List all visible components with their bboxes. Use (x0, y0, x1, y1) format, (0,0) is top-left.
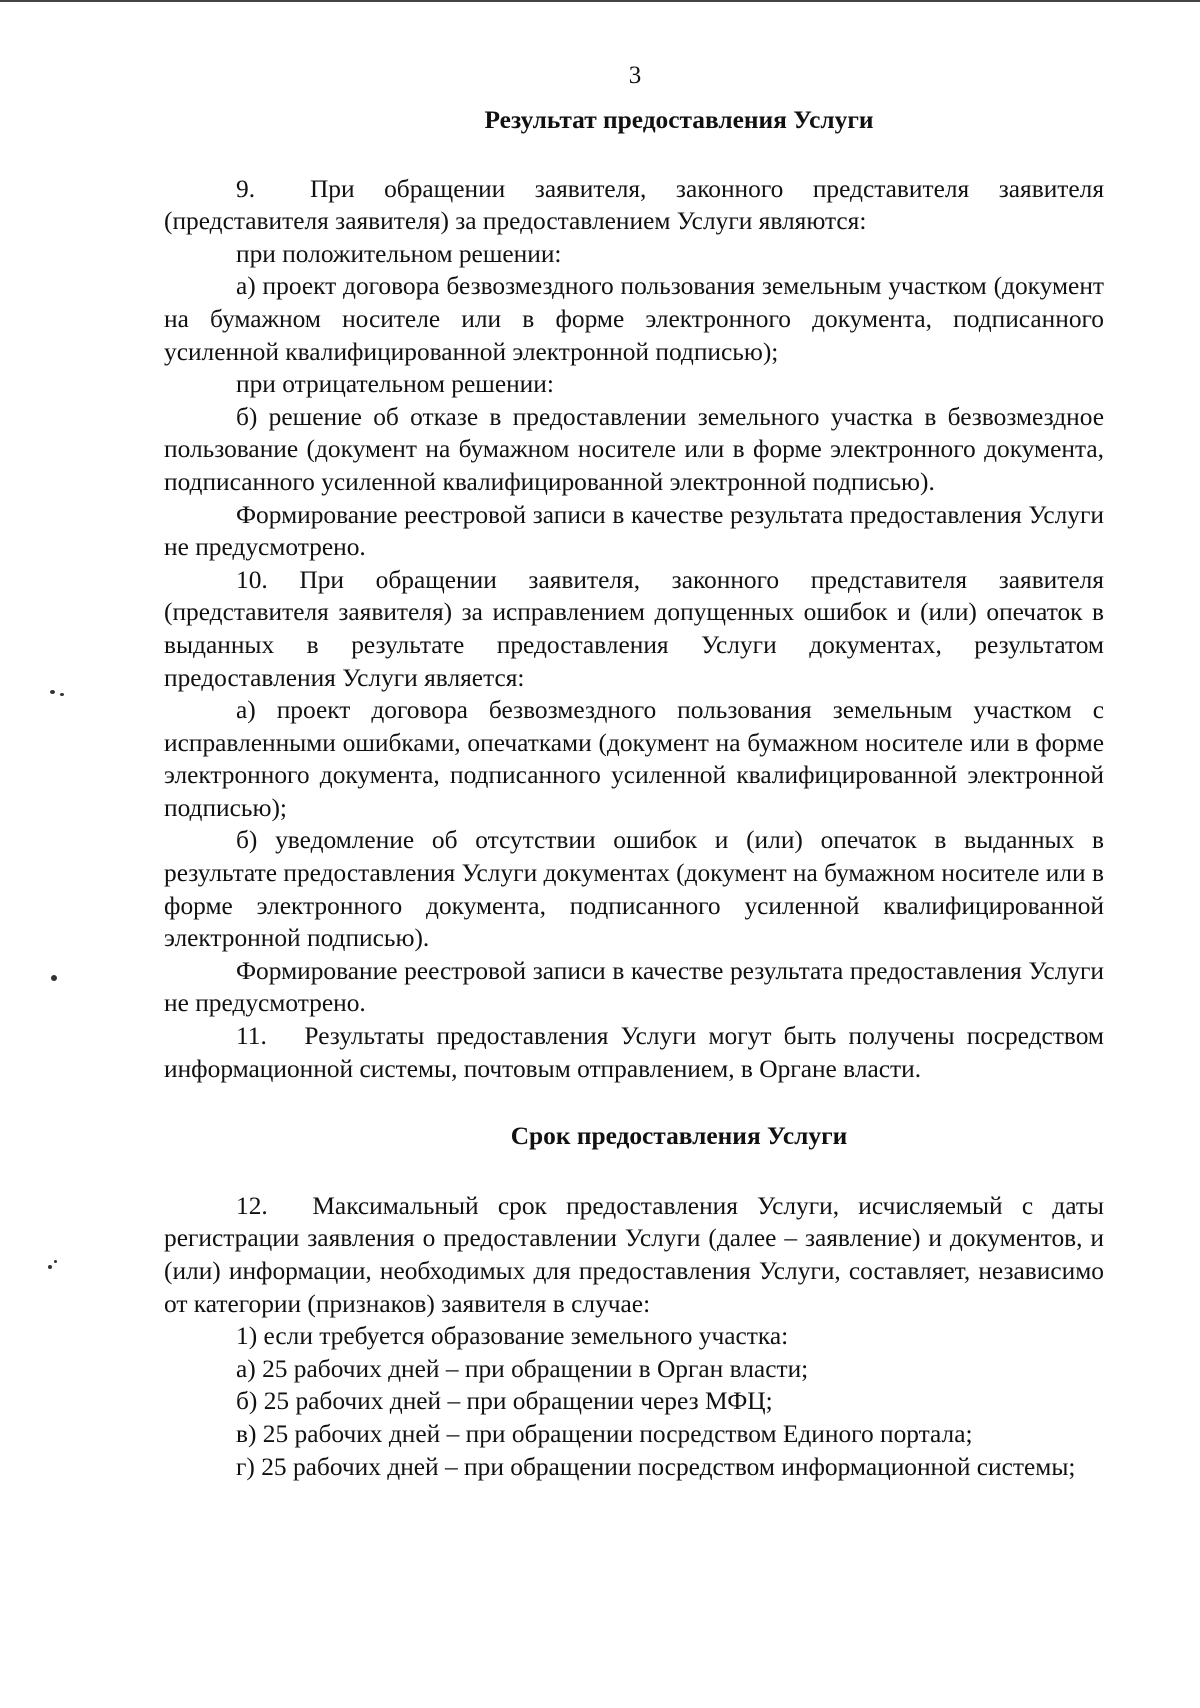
paragraph-12-1: 1) если требуется образование земельного участка: (236, 1322, 789, 1351)
top-border-line (0, 0, 1200, 2)
section-title-result: Результат предоставления Услуги (484, 106, 874, 134)
scan-speck (60, 693, 64, 696)
paragraph-12-1d: г) 25 рабочих дней – при обращении посредством информационной системы; (236, 1452, 1076, 1481)
paragraph-10: 10. При обращении заявителя, законного представителя заявителя (представителя заявителя) за исправлением допущенных ошибок и (или) опечаток в выданных в результате предоставления Услуги документах, результатом предоставления Услуги является: (164, 565, 1104, 692)
paragraph-positive-decision: при положительном решении: (236, 239, 562, 268)
paragraph-10b: б) уведомление об отсутствии ошибок и (или) опечаток в выданных в результате предоставления Услуги документах (документ на бумажном носителе или в форме электронного документа, подписанного усиленной квалифицированной электронной подписью). (164, 826, 1104, 953)
paragraph-12-1c: в) 25 рабочих дней – при обращении посредством Единого портала; (236, 1419, 973, 1448)
paragraph-12-1b: б) 25 рабочих дней – при обращении через МФЦ; (236, 1387, 773, 1416)
page-number: 3 (628, 62, 642, 89)
paragraph-12-1a: а) 25 рабочих дней – при обращении в Орган власти; (236, 1354, 809, 1383)
scan-speck (50, 690, 55, 694)
paragraph-negative-decision: при отрицательном решении: (236, 370, 554, 399)
paragraph-registry-note-1: Формирование реестровой записи в качестве результата предоставления Услуги не предусмотрено. (164, 500, 1104, 562)
paragraph-9: 9. При обращении заявителя, законного представителя заявителя (представителя заявителя) за предоставлением Услуги являются: (164, 174, 1104, 236)
document-body (164, 104, 1104, 1483)
scan-speck (51, 975, 57, 981)
scan-speck (48, 1265, 52, 1269)
paragraph-9a: а) проект договора безвозмездного пользования земельным участком (документ на бумажном носителе или в форме электронного документа, подписанного усиленной квалифицированной электронной подписью); (164, 272, 1104, 366)
paragraph-10a: а) проект договора безвозмездного пользования земельным участком с исправленными ошибками, опечатками (документ на бумажном носителе или в форме электронного документа, подписанного усиленной квалифицированной электронной подписью); (164, 696, 1104, 822)
paragraph-12: 12. Максимальный срок предоставления Услуги, исчисляемый с даты регистрации заявления о предоставлении Услуги (далее – заявление) и документов, и (или) информации, необходимых для предоставления Услуги, составляет, независимо от категории (признаков) заявителя в случае: (164, 1191, 1104, 1318)
scan-speck (54, 1260, 57, 1263)
paragraph-9b: б) решение об отказе в предоставлении земельного участка в безвозмездное пользование (документ на бумажном носителе или в форме электронного документа, подписанного усиленной квалифицированной электронной подписью). (164, 402, 1104, 496)
paragraph-11: 11. Результаты предоставления Услуги могут быть получены посредством информационной системы, почтовым отправлением, в Органе власти. (164, 1022, 1104, 1083)
section-title-term: Срок предоставления Услуги (510, 1122, 848, 1151)
paragraph-registry-note-2: Формирование реестровой записи в качестве результата предоставления Услуги не предусмотрено. (164, 956, 1104, 1018)
